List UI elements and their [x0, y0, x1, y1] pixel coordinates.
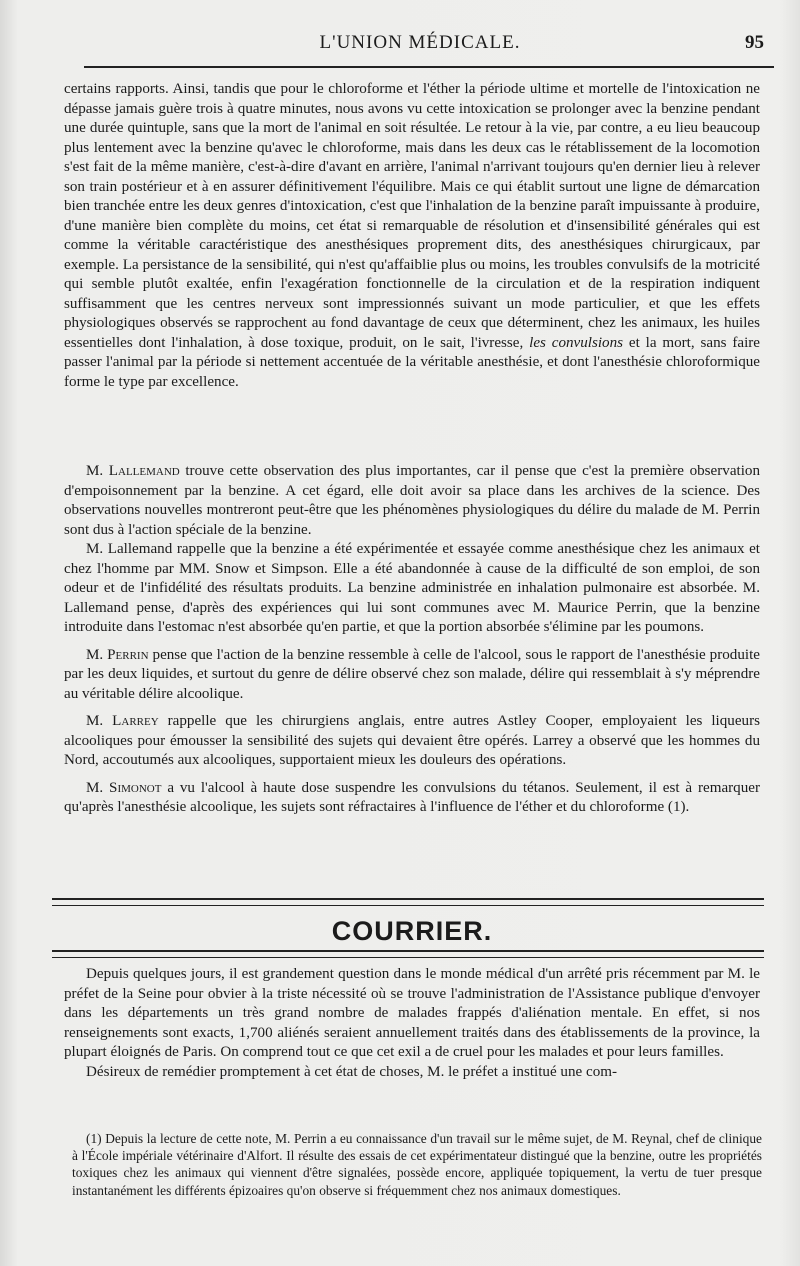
running-head: [70, 32, 770, 58]
footnote-text: (1) Depuis la lecture de cette note, M. Perrin a eu connaissance d'un travail sur le même sujet, de M. Reynal, chef de clinique à l'École impériale vétérinaire d'Alfort. Il résulte des essais de cet expérimentateur distingué que la benzine, outre les propriétés toxiques chez les animaux qui viennent d'être signalées, possède encore, appliquée topiquement, la vertu de tuer presque instantanément les différents épizoaires qu'on observe si fréquemment chez nos animaux domestiques.: [72, 1131, 762, 1198]
discussion-continuation: [64, 80, 760, 392]
italic-phrase: les convulsions: [529, 334, 624, 351]
paragraph-lallemand: M. Lallemand trouve cette observation des plus importantes, car il pense que c'est la première observation d'empoisonnement par la benzine. A cet égard, elle doit avoir sa place dans les archives de la science. Des observations nouvelles montreront peut-être que les phénomènes physiologiques du délire du malade de M. Perrin sont dus à l'action spéciale de la benzine.: [64, 463, 761, 538]
speaker-name: M. Larrey: [86, 713, 159, 729]
paragraph-lallemand-2: M. Lallemand rappelle que la benzine a été expérimentée et essayée comme anesthésique chez les animaux et chez l'homme par MM. Snow et Simpson. Elle a été abandonnée à cause de la difficulté de son emploi, de son odeur et de l'infidélité des résultats produits. La benzine administrée en inhalation pulmonaire est absorbée. M. Lallemand pense, d'après des expériences qui lui sont communes avec M. Maurice Perrin, que la benzine introduite dans l'estomac n'est absorbée qu'en partie, et que la portion absorbée s'élimine par les poumons.: [64, 541, 760, 635]
journal-title: L'UNION MÉDICALE.: [319, 32, 521, 53]
courrier-paragraph-2: Désireux de remédier promptement à cet état de choses, M. le préfet a institué une com-: [86, 1063, 618, 1080]
speaker-name: M. Simonot: [86, 779, 162, 796]
paragraph-larrey: M. Larrey rappelle que les chirurgiens anglais, entre autres Astley Cooper, employaient les liqueurs alcooliques pour émousser la sensibilité des sujets qui devaient être opérés. Larrey a observé que les hommes du Nord, accoutumés aux alcooliques, supportaient mieux les douleurs des opérations.: [64, 713, 760, 768]
section-title: COURRIER.: [331, 916, 493, 946]
paragraph-perrin: M. Perrin pense que l'action de la benzine ressemble à celle de l'alcool, sous le rapport de l'anesthésie produite par les deux liquides, et surtout du genre de délire observé chez son malade, délire qui ressemblait à s'y méprendre au véritable délire alcoolique.: [64, 646, 760, 702]
section-divider-bottom: [52, 950, 764, 958]
section-divider-top: [52, 898, 764, 906]
courrier-section: [64, 965, 760, 1082]
speaker-name: M. Perrin: [86, 646, 149, 663]
speaker-name: M. Lallemand: [86, 463, 180, 479]
paragraph-benzine-intoxication: certains rapports. Ainsi, tandis que pour le chloroforme et l'éther la période ultime et mortelle de l'intoxication ne dépasse jamais guère trois à quatre minutes, nous avons vu cette intoxication se prolonger avec la benzine pendant une durée quintuple, sans que la mort de l'animal en soit résultée. Le retour à la vie, par contre, a eu lieu beaucoup plus lentement avec la benzine qu'avec le chloroforme, mais dans les deux cas le rétablissement de la locomotion s'est fait de la même manière, c'est-à-dire d'avant en arrière, l'animal n'arrivant toujours qu'en dernier lieu à relever son train postérieur et à en assurer définitivement l'équilibre. Mais ce qui établit surtout une ligne de démarcation bien tranchée entre les deux genres d'intoxication, c'est que l'inhalation de la benzine paraît impuissante à produire, d'une manière bien complète du moins, cet état si remarquable de résolution et d'insensibilité générales qui est comme la véritable caractéristique des anesthésiques proprement dits, des anesthésiques chirurgicaux, par exemple. La persistance de la sensibilité, qui n'est qu'affaiblie plus ou moins, les troubles convulsifs de la motricité qui semble plutôt exaltée, enfin l'exagération fonctionnelle de la circulation et de la respiration indiquent suffisamment que les centres nerveux sont impressionnés suivant un mode particulier, et que les effets physiologiques observés se rapprochent au fond davantage de ceux que déterminent, chez les animaux, les huiles essentielles dont l'inhalation, à dose toxique, produit, on le sait, l'ivresse, les convulsions et la mort, sans faire passer l'animal par la période si nettement accentuée de la véritable anesthésie, et dont l'anesthésie chloroformique forme le type par excellence.: [64, 81, 760, 390]
society-discussion: [64, 462, 760, 818]
header-rule: [84, 66, 774, 68]
courrier-paragraph-1: Depuis quelques jours, il est grandement question dans le monde médical d'un arrêté pris récemment par M. le préfet de la Seine pour obvier à la triste nécessité où se trouve l'administration de l'Assistance publique d'envoyer dans les départements un très grand nombre de malades frappés d'aliénation mentale. En effet, si nos renseignements sont exacts, 1,700 aliénés seraient annuellement traités dans des établissements de la province, la plupart éloignés de Paris. On comprend tout ce que cet exil a de cruel pour les malades et pour leurs familles.: [64, 966, 760, 1060]
page-number: 95: [745, 32, 764, 53]
footnote: [72, 1130, 762, 1199]
paragraph-simonot: M. Simonot a vu l'alcool à haute dose suspendre les convulsions du tétanos. Seulement, il est à remarquer qu'après l'anesthésie alcoolique, les sujets sont réfractaires à l'influence de l'éther et du chloroforme (1).: [64, 779, 760, 815]
